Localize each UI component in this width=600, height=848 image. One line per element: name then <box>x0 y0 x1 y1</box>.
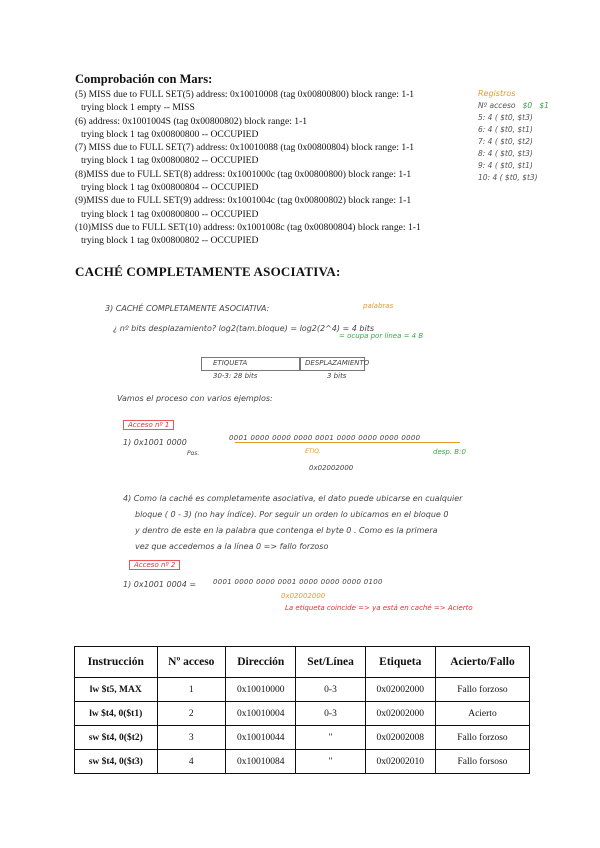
cell-address: 0x10010000 <box>226 678 296 702</box>
tag-field-bits: 30-3: 28 bits <box>213 372 258 380</box>
access1-pos: Pos. <box>187 450 200 457</box>
intro-line: Vamos el proceso con varios ejemplos: <box>117 394 273 403</box>
access1-address: 1) 0x1001 0000 <box>123 438 187 447</box>
table-row <box>75 726 530 750</box>
table-row <box>75 750 530 774</box>
registers-row: 5: 4 ( $t0, $t3) <box>478 113 533 122</box>
registers-col-b: $1 <box>539 101 549 110</box>
offset-field-label: DESPLAZAMIENTO <box>305 359 370 367</box>
cell-set-line: " <box>296 726 365 750</box>
cell-access-number: 3 <box>157 726 226 750</box>
access2-address: 1) 0x1001 0004 = <box>123 580 197 589</box>
table-row <box>75 702 530 726</box>
access1-offset: desp. B:0 <box>433 448 466 456</box>
registers-header <box>478 100 578 112</box>
table-row <box>75 678 530 702</box>
access2-note: La etiqueta coincide => ya está en caché => Acierto <box>285 604 473 612</box>
section-title: CACHÉ COMPLETAMENTE ASOCIATIVA: <box>75 264 341 279</box>
mars-line: (6) address: 0x1001004S (tag 0x00800802) block range: 1-1 <box>75 115 308 127</box>
registers-row: 7: 4 ( $t0, $t2) <box>478 137 533 146</box>
access1-hex: 0x02002000 <box>309 464 354 472</box>
cell-instruction: sw $t4, 0($t2) <box>75 726 158 750</box>
header-instruction: Instrucción <box>75 647 158 678</box>
cell-instruction: lw $t5, MAX <box>75 678 158 702</box>
cell-set-line: " <box>296 750 365 774</box>
header-address: Dirección <box>226 647 296 678</box>
bits-line: ¿ nº bits desplazamiento? log2(tam.bloque) = log2(2^4) = 4 bits <box>113 324 375 333</box>
cell-address: 0x10010044 <box>226 726 296 750</box>
registers-title: Registros <box>478 89 516 98</box>
cell-address: 0x10010084 <box>226 750 296 774</box>
handwritten-notes <box>95 298 535 628</box>
cell-instruction: lw $t4, 0($t1) <box>75 702 158 726</box>
header-hit-miss: Acierto/Fallo <box>435 647 529 678</box>
mars-line: (8)MISS due to FULL SET(8) address: 0x1001000c (tag 0x00800800) block range: 1-1 <box>75 168 412 180</box>
mars-line: (7) MISS due to FULL SET(7) address: 0x10010088 (tag 0x00800804) block range: 1-1 <box>75 142 415 154</box>
mars-output <box>75 88 465 248</box>
mars-section-title: Comprobación con Mars: <box>75 72 213 86</box>
access1-binary: 0001 0000 0000 0000 0001 0000 0000 0000 0000 <box>229 434 421 442</box>
explanation-line: y dentro de este en la palabra que contenga el byte 0 . Como es la primera <box>135 526 438 535</box>
header-set-line: Set/Línea <box>296 647 365 678</box>
tag-field-label: ETIQUETA <box>213 359 248 367</box>
mars-line: trying block 1 empty -- MISS <box>81 102 195 114</box>
access2-hex: 0x02002000 <box>281 592 326 600</box>
cell-instruction: sw $t4, 0($t3) <box>75 750 158 774</box>
cell-access-number: 4 <box>157 750 226 774</box>
cell-tag: 0x02002000 <box>365 678 435 702</box>
header-access-number: Nº acceso <box>157 647 226 678</box>
notes-heading: 3) CACHÉ COMPLETAMENTE ASOCIATIVA: <box>105 304 270 313</box>
mars-line: trying block 1 tag 0x00800802 -- OCCUPIED <box>81 155 259 167</box>
cell-hit-miss: Acierto <box>435 702 529 726</box>
mars-line: (9)MISS due to FULL SET(9) address: 0x1001004c (tag 0x00800802) block range: 1-1 <box>75 195 412 207</box>
cell-address: 0x10010004 <box>226 702 296 726</box>
cell-tag: 0x02002000 <box>365 702 435 726</box>
registers-row: 9: 4 ( $t0, $t1) <box>478 161 533 170</box>
registers-row: 8: 4 ( $t0, $t3) <box>478 149 533 158</box>
cell-set-line: 0-3 <box>296 702 365 726</box>
registers-handwritten-note <box>478 88 578 184</box>
registers-col-a: $0 <box>522 101 533 110</box>
access1-tag-label: ETIQ. <box>305 448 321 455</box>
cell-set-line: 0-3 <box>296 678 365 702</box>
access2-label: Acceso nº 2 <box>129 560 180 570</box>
access1-underline <box>235 442 460 443</box>
cell-hit-miss: Fallo forsoso <box>435 750 529 774</box>
cell-hit-miss: Fallo forzoso <box>435 678 529 702</box>
mars-line: trying block 1 tag 0x00800802 -- OCCUPIED <box>81 235 259 247</box>
access1-label: Acceso nº 1 <box>123 420 174 430</box>
registers-row: 6: 4 ( $t0, $t1) <box>478 125 533 134</box>
header-tag: Etiqueta <box>365 647 435 678</box>
bits-side-orange: palabras <box>363 302 394 310</box>
access2-binary: 0001 0000 0000 0001 0000 0000 0000 0100 <box>213 578 383 586</box>
explanation-line: 4) Como la caché es completamente asociativa, el dato puede ubicarse en cualquier <box>123 494 463 503</box>
cell-tag: 0x02002008 <box>365 726 435 750</box>
offset-field-bits: 3 bits <box>327 372 347 380</box>
mars-line: (5) MISS due to FULL SET(5) address: 0x10010008 (tag 0x00800800) block range: 1-1 <box>75 89 415 100</box>
registers-row: 10: 4 ( $t0, $t3) <box>478 173 538 182</box>
cell-access-number: 2 <box>157 702 226 726</box>
mars-line: trying block 1 tag 0x00800800 -- OCCUPIED <box>81 208 259 220</box>
cell-hit-miss: Fallo forzoso <box>435 726 529 750</box>
cell-access-number: 1 <box>157 678 226 702</box>
mars-line: trying block 1 tag 0x00800804 -- OCCUPIED <box>81 182 259 194</box>
cell-tag: 0x02002010 <box>365 750 435 774</box>
table-header-row <box>75 647 530 678</box>
explanation-line: bloque ( 0 - 3) (no hay índice). Por seguir un orden lo ubicamos en el bloque 0 <box>135 510 449 519</box>
explanation-line: vez que accedemos a la línea 0 => fallo forzoso <box>135 542 329 551</box>
mars-line: (10)MISS due to FULL SET(10) address: 0x1001008c (tag 0x00800804) block range: 1-1 <box>75 221 421 233</box>
registers-header-label: Nº acceso <box>478 101 516 110</box>
results-table <box>74 646 530 774</box>
bits-side-green: = ocupa por línea = 4 B <box>339 332 424 340</box>
mars-line: trying block 1 tag 0x00800800 -- OCCUPIED <box>81 128 259 140</box>
